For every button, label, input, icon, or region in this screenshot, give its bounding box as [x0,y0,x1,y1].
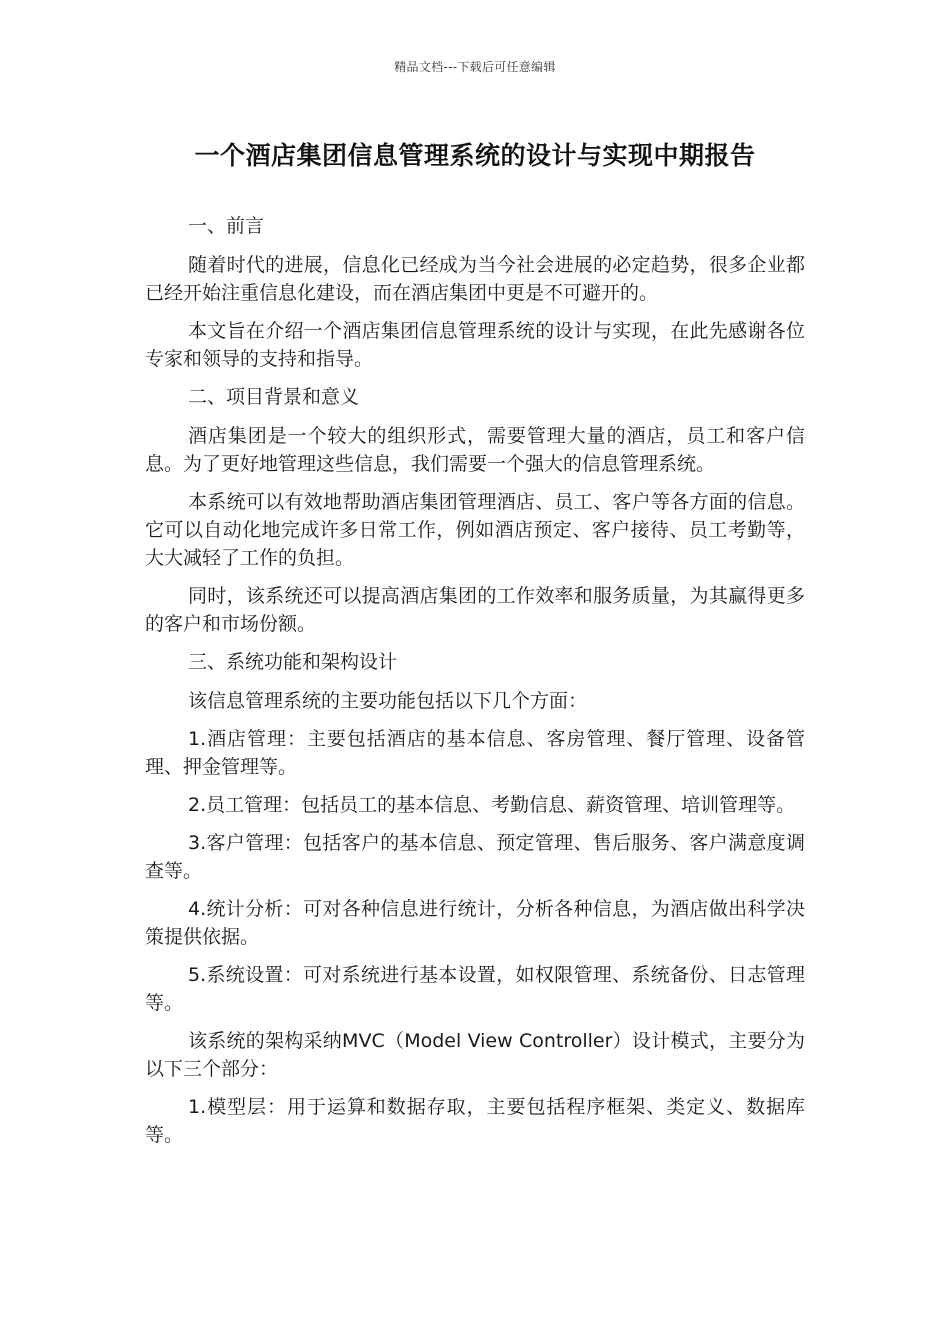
paragraph: 本文旨在介绍一个酒店集团信息管理系统的设计与实现，在此先感谢各位专家和领导的支持和指导。 [145,320,805,370]
list-item-customer-management: 3.客户管理：包括客户的基本信息、预定管理、售后服务、客户满意度调查等。 [145,832,805,882]
list-item-model-layer: 1.模型层：用于运算和数据存取，主要包括程序框架、类定义、数据库等。 [145,1096,805,1146]
section-heading-design: 三、系统功能和架构设计 [188,651,398,673]
list-item-statistics: 4.统计分析：可对各种信息进行统计，分析各种信息，为酒店做出科学决策提供依据。 [145,898,805,948]
paragraph-architecture: 该系统的架构采纳MVC（Model View Controller）设计模式，主要分为以下三个部分： [145,1030,805,1080]
document-title: 一个酒店集团信息管理系统的设计与实现中期报告 [194,141,756,170]
section-heading-background: 二、项目背景和意义 [188,386,360,408]
paragraph: 酒店集团是一个较大的组织形式，需要管理大量的酒店，员工和客户信息。为了更好地管理这些信息，我们需要一个强大的信息管理系统。 [145,425,805,475]
paragraph: 随着时代的进展，信息化已经成为当今社会进展的必定趋势，很多企业都已经开始注重信息化建设，而在酒店集团中更是不可避开的。 [145,254,805,304]
list-item-hotel-management: 1.酒店管理：主要包括酒店的基本信息、客房管理、餐厅管理、设备管理、押金管理等。 [145,728,805,778]
section-heading-preface: 一、前言 [188,215,265,237]
document-body [145,212,805,1159]
list-item-system-settings: 5.系统设置：可对系统进行基本设置，如权限管理、系统备份、日志管理等。 [145,964,805,1014]
list-item-staff-management: 2.员工管理：包括员工的基本信息、考勤信息、薪资管理、培训管理等。 [188,794,796,816]
paragraph: 本系统可以有效地帮助酒店集团管理酒店、员工、客户等各方面的信息。它可以自动化地完成许多日常工作，例如酒店预定、客户接待、员工考勤等，大大减轻了工作的负担。 [145,491,805,569]
header-note: 精品文档---下载后可任意编辑 [394,60,556,74]
paragraph: 该信息管理系统的主要功能包括以下几个方面： [188,690,588,712]
paragraph: 同时，该系统还可以提高酒店集团的工作效率和服务质量，为其赢得更多的客户和市场份额。 [145,585,805,635]
